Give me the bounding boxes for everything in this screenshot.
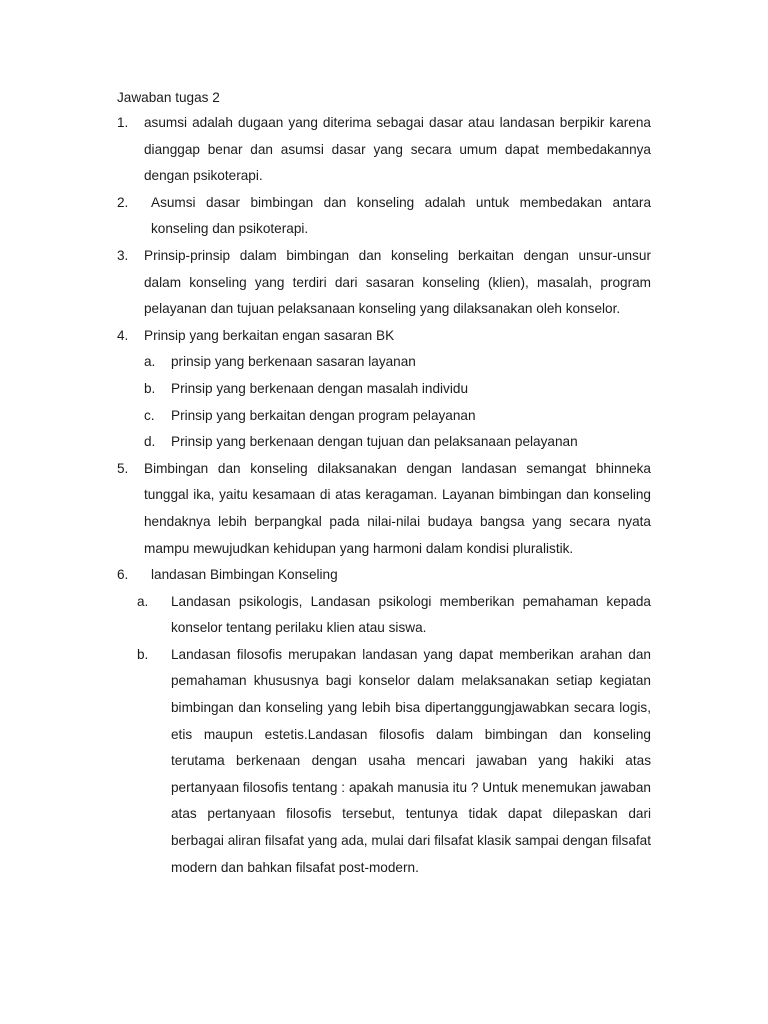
sub-item-letter: b. — [137, 646, 149, 662]
answer-list — [117, 110, 651, 881]
sub-list — [144, 349, 651, 455]
sub-item-a — [144, 349, 651, 376]
list-item-5 — [117, 456, 651, 562]
sub-item-text: Prinsip yang berkaitan dengan program pelayanan — [171, 407, 476, 423]
list-item-6 — [117, 562, 651, 881]
document-title: Jawaban tugas 2 — [117, 90, 220, 105]
sub-item-letter: a. — [137, 593, 149, 609]
item-text: landasan Bimbingan Konseling — [151, 567, 338, 583]
item-text: Prinsip-prinsip dalam bimbingan dan konseling berkaitan dengan unsur-unsur dalam konseling yang terdiri dari sasaran konseling (klien), masalah, program pelayanan dan tujuan pelaksanaan konseling yang dilaksanakan oleh konselor. — [144, 247, 651, 317]
sub-item-c — [144, 403, 651, 430]
sub-list — [137, 589, 651, 882]
item-number: 1. — [117, 115, 129, 130]
sub-item-d — [144, 429, 651, 456]
sub-item-text: Landasan filosofis merupakan landasan yang dapat memberikan arahan dan pemahaman khususnya bagi konselor dalam melaksanakan setiap kegiatan bimbingan dan konseling yang lebih bisa dipertanggungjawabkan secara logis, etis maupun estetis.Landasan filosofis dalam bimbingan dan konseling terutama berkenaan dengan usaha mencari jawaban yang hakiki atas pertanyaan filosofis tentang : apakah manusia itu ? Untuk menemukan jawaban atas pertanyaan filosofis tersebut, tentunya tidak dapat dilepaskan dari berbagai aliran filsafat yang ada, mulai dari filsafat klasik sampai dengan filsafat modern dan bahkan filsafat post-modern. — [171, 646, 651, 875]
list-item-1 — [117, 110, 651, 190]
item-number: 2. — [117, 194, 129, 210]
sub-item-letter: a. — [144, 354, 156, 370]
sub-item-letter: c. — [144, 407, 155, 423]
item-text: Asumsi dasar bimbingan dan konseling adalah untuk membedakan antara konseling dan psikoterapi. — [151, 194, 651, 237]
item-number: 5. — [117, 460, 129, 476]
item-number: 4. — [117, 327, 129, 343]
item-number: 3. — [117, 247, 129, 263]
item-text: asumsi adalah dugaan yang diterima sebagai dasar atau landasan berpikir karena dianggap benar dan asumsi dasar yang secara umum dapat membedakannya dengan psikoterapi. — [144, 115, 651, 184]
sub-item-b — [137, 642, 651, 881]
sub-item-text: prinsip yang berkenaan sasaran layanan — [171, 354, 416, 370]
sub-item-a — [137, 589, 651, 642]
item-text: Bimbingan dan konseling dilaksanakan dengan landasan semangat bhinneka tunggal ika, yaitu kesamaan di atas keragaman. Layanan bimbingan dan konseling hendaknya lebih berpangkal pada nilai-nilai budaya bangsa yang secara nyata mampu mewujudkan kehidupan yang harmoni dalam kondisi pluralistik. — [144, 460, 651, 556]
list-item-2 — [117, 190, 651, 243]
sub-item-letter: b. — [144, 380, 156, 396]
item-text: Prinsip yang berkaitan engan sasaran BK — [144, 327, 395, 343]
sub-item-b — [144, 376, 651, 403]
list-item-4 — [117, 323, 651, 456]
list-item-3 — [117, 243, 651, 323]
sub-item-letter: d. — [144, 434, 156, 450]
sub-item-text: Prinsip yang berkenaan dengan tujuan dan pelaksanaan pelayanan — [171, 434, 578, 450]
item-number: 6. — [117, 567, 129, 583]
sub-item-text: Prinsip yang berkenaan dengan masalah individu — [171, 380, 468, 396]
sub-item-text: Landasan psikologis, Landasan psikologi memberikan pemahaman kepada konselor tentang perilaku klien atau siswa. — [171, 593, 651, 636]
